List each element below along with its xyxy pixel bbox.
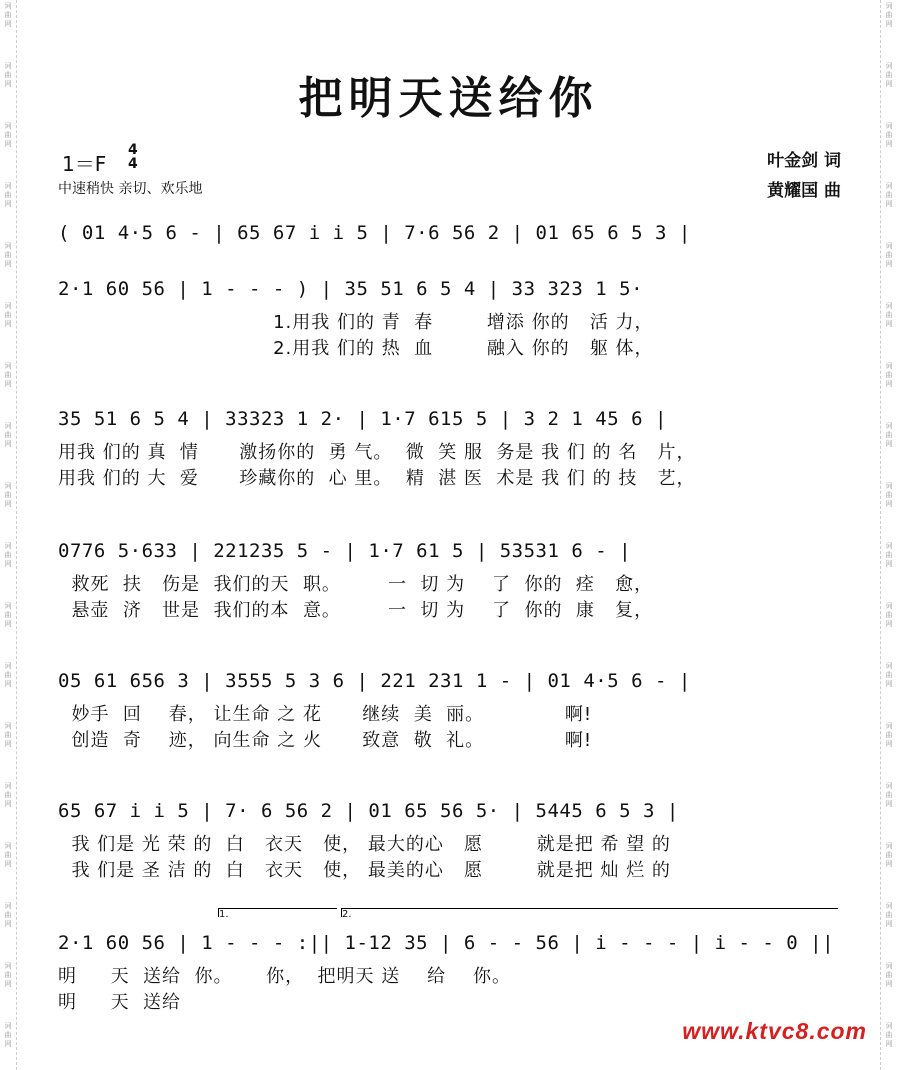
watermark-text: 词 曲 网 [4, 422, 12, 448]
notation-row: ( 01 4·5 6 - | 65 67 i i 5 | 7·6 56 2 | 01 65 6 5 3 | [58, 222, 691, 244]
watermark-text: 词 曲 网 [4, 362, 12, 388]
notation-row: 35 51 6 5 4 | 33323 1 2· | 1·7 615 5 | 3 2 1 45 6 | [58, 408, 667, 430]
watermark-text: 词 曲 网 [885, 782, 893, 808]
volta-bracket-1 [218, 908, 337, 920]
time-signature [128, 143, 138, 171]
watermark-text: 词 曲 网 [4, 782, 12, 808]
lyricist-credit: 叶金剑 词 [767, 151, 841, 171]
watermark-text: 词 曲 网 [4, 482, 12, 508]
watermark-text: 词 曲 网 [4, 62, 12, 88]
watermark-text: 词 曲 网 [4, 542, 12, 568]
time-signature-top: 4 [128, 142, 138, 158]
lyric-line: 悬壶 济 世是 我们的本 意。 一 切 为 了 你的 康 复， [58, 600, 654, 621]
watermark-text: 词 曲 网 [4, 902, 12, 928]
notation-row: 2·1 60 56 | 1 - - - ) | 35 51 6 5 4 | 33 323 1 5· [58, 278, 644, 300]
time-signature-bottom: 4 [128, 156, 138, 172]
watermark-text: 词 曲 网 [885, 722, 893, 748]
watermark-text: 词 曲 网 [4, 182, 12, 208]
lyric-line: 1.用我 们的 青 春 增添 你的 活 力， [58, 312, 654, 333]
tempo-marking: 中速稍快 亲切、欢乐地 [58, 181, 203, 197]
watermark-text: 词 曲 网 [4, 2, 12, 28]
watermark-text: 词 曲 网 [885, 542, 893, 568]
volta-2-label: 2. [342, 909, 352, 920]
lyric-line: 用我 们的 大 爱 珍藏你的 心 里。 精 湛 医 术是 我 们 的 技 艺， [58, 468, 696, 489]
watermark-text: 词 曲 网 [4, 302, 12, 328]
notation-row: 05 61 656 3 | 3555 5 3 6 | 221 231 1 - | 01 4·5 6 - | [58, 670, 691, 692]
lyric-line: 救死 扶 伤是 我们的天 职。 一 切 为 了 你的 痊 愈， [58, 574, 654, 595]
notation-row: 0776 5·633 | 221235 5 - | 1·7 61 5 | 53531 6 - | [58, 540, 632, 562]
watermark-text: 词 曲 网 [4, 1022, 12, 1048]
watermark-text: 词 曲 网 [4, 122, 12, 148]
watermark-text: 词 曲 网 [885, 122, 893, 148]
watermark-text: 词 曲 网 [4, 662, 12, 688]
watermark-text: 词 曲 网 [885, 962, 893, 988]
watermark-text: 词 曲 网 [885, 602, 893, 628]
lyric-line: 明 天 送给 你。 你， 把明天 送 给 你。 [58, 966, 512, 987]
lyric-line: 我 们是 光 荣 的 白 衣天 使， 最大的心 愿 就是把 希 望 的 [58, 834, 671, 855]
composer-credit: 黄耀国 曲 [767, 181, 841, 201]
song-title: 把明天送给你 [298, 73, 599, 124]
watermark-text: 词 曲 网 [885, 182, 893, 208]
watermark-text: 词 曲 网 [885, 422, 893, 448]
notation-row: 65 67 i i 5 | 7· 6 56 2 | 01 65 56 5· | 5445 6 5 3 | [58, 800, 679, 822]
key-signature: 1＝F [62, 152, 107, 176]
watermark-text: 词 曲 网 [4, 242, 12, 268]
lyric-line: 创造 奇 迹， 向生命 之 火 致意 敬 礼。 啊! [58, 730, 593, 751]
right-watermark-strip [880, 0, 897, 1070]
watermark-text: 词 曲 网 [885, 62, 893, 88]
lyric-line: 用我 们的 真 情 激扬你的 勇 气。 微 笑 服 务是 我 们 的 名 片， [58, 442, 696, 463]
left-watermark-strip [0, 0, 17, 1070]
watermark-text: 词 曲 网 [885, 662, 893, 688]
watermark-text: 词 曲 网 [885, 242, 893, 268]
watermark-text: 词 曲 网 [4, 602, 12, 628]
watermark-text: 词 曲 网 [885, 902, 893, 928]
watermark-text: 词 曲 网 [4, 962, 12, 988]
notation-row: 2·1 60 56 | 1 - - - :|| 1-12 35 | 6 - - 56 | i - - - | i - - 0 || [58, 932, 835, 954]
lyric-line: 2.用我 们的 热 血 融入 你的 躯 体， [58, 338, 654, 359]
lyric-line: 明 天 送给 [58, 992, 182, 1013]
watermark-text: 词 曲 网 [885, 842, 893, 868]
watermark-text: 词 曲 网 [4, 842, 12, 868]
watermark-text: 词 曲 网 [885, 302, 893, 328]
watermark-text: 词 曲 网 [885, 482, 893, 508]
watermark-text: 词 曲 网 [885, 1022, 893, 1048]
lyric-line: 妙手 回 春， 让生命 之 花 继续 美 丽。 啊! [58, 704, 593, 725]
watermark-text: 词 曲 网 [885, 362, 893, 388]
watermark-text: 词 曲 网 [4, 722, 12, 748]
watermark-text: 词 曲 网 [885, 2, 893, 28]
site-url: www.ktvc8.com [682, 1018, 867, 1044]
volta-bracket-2 [341, 908, 838, 920]
lyric-line: 我 们是 圣 洁 的 白 衣天 使， 最美的心 愿 就是把 灿 烂 的 [58, 860, 671, 881]
volta-1-label: 1. [219, 909, 229, 920]
